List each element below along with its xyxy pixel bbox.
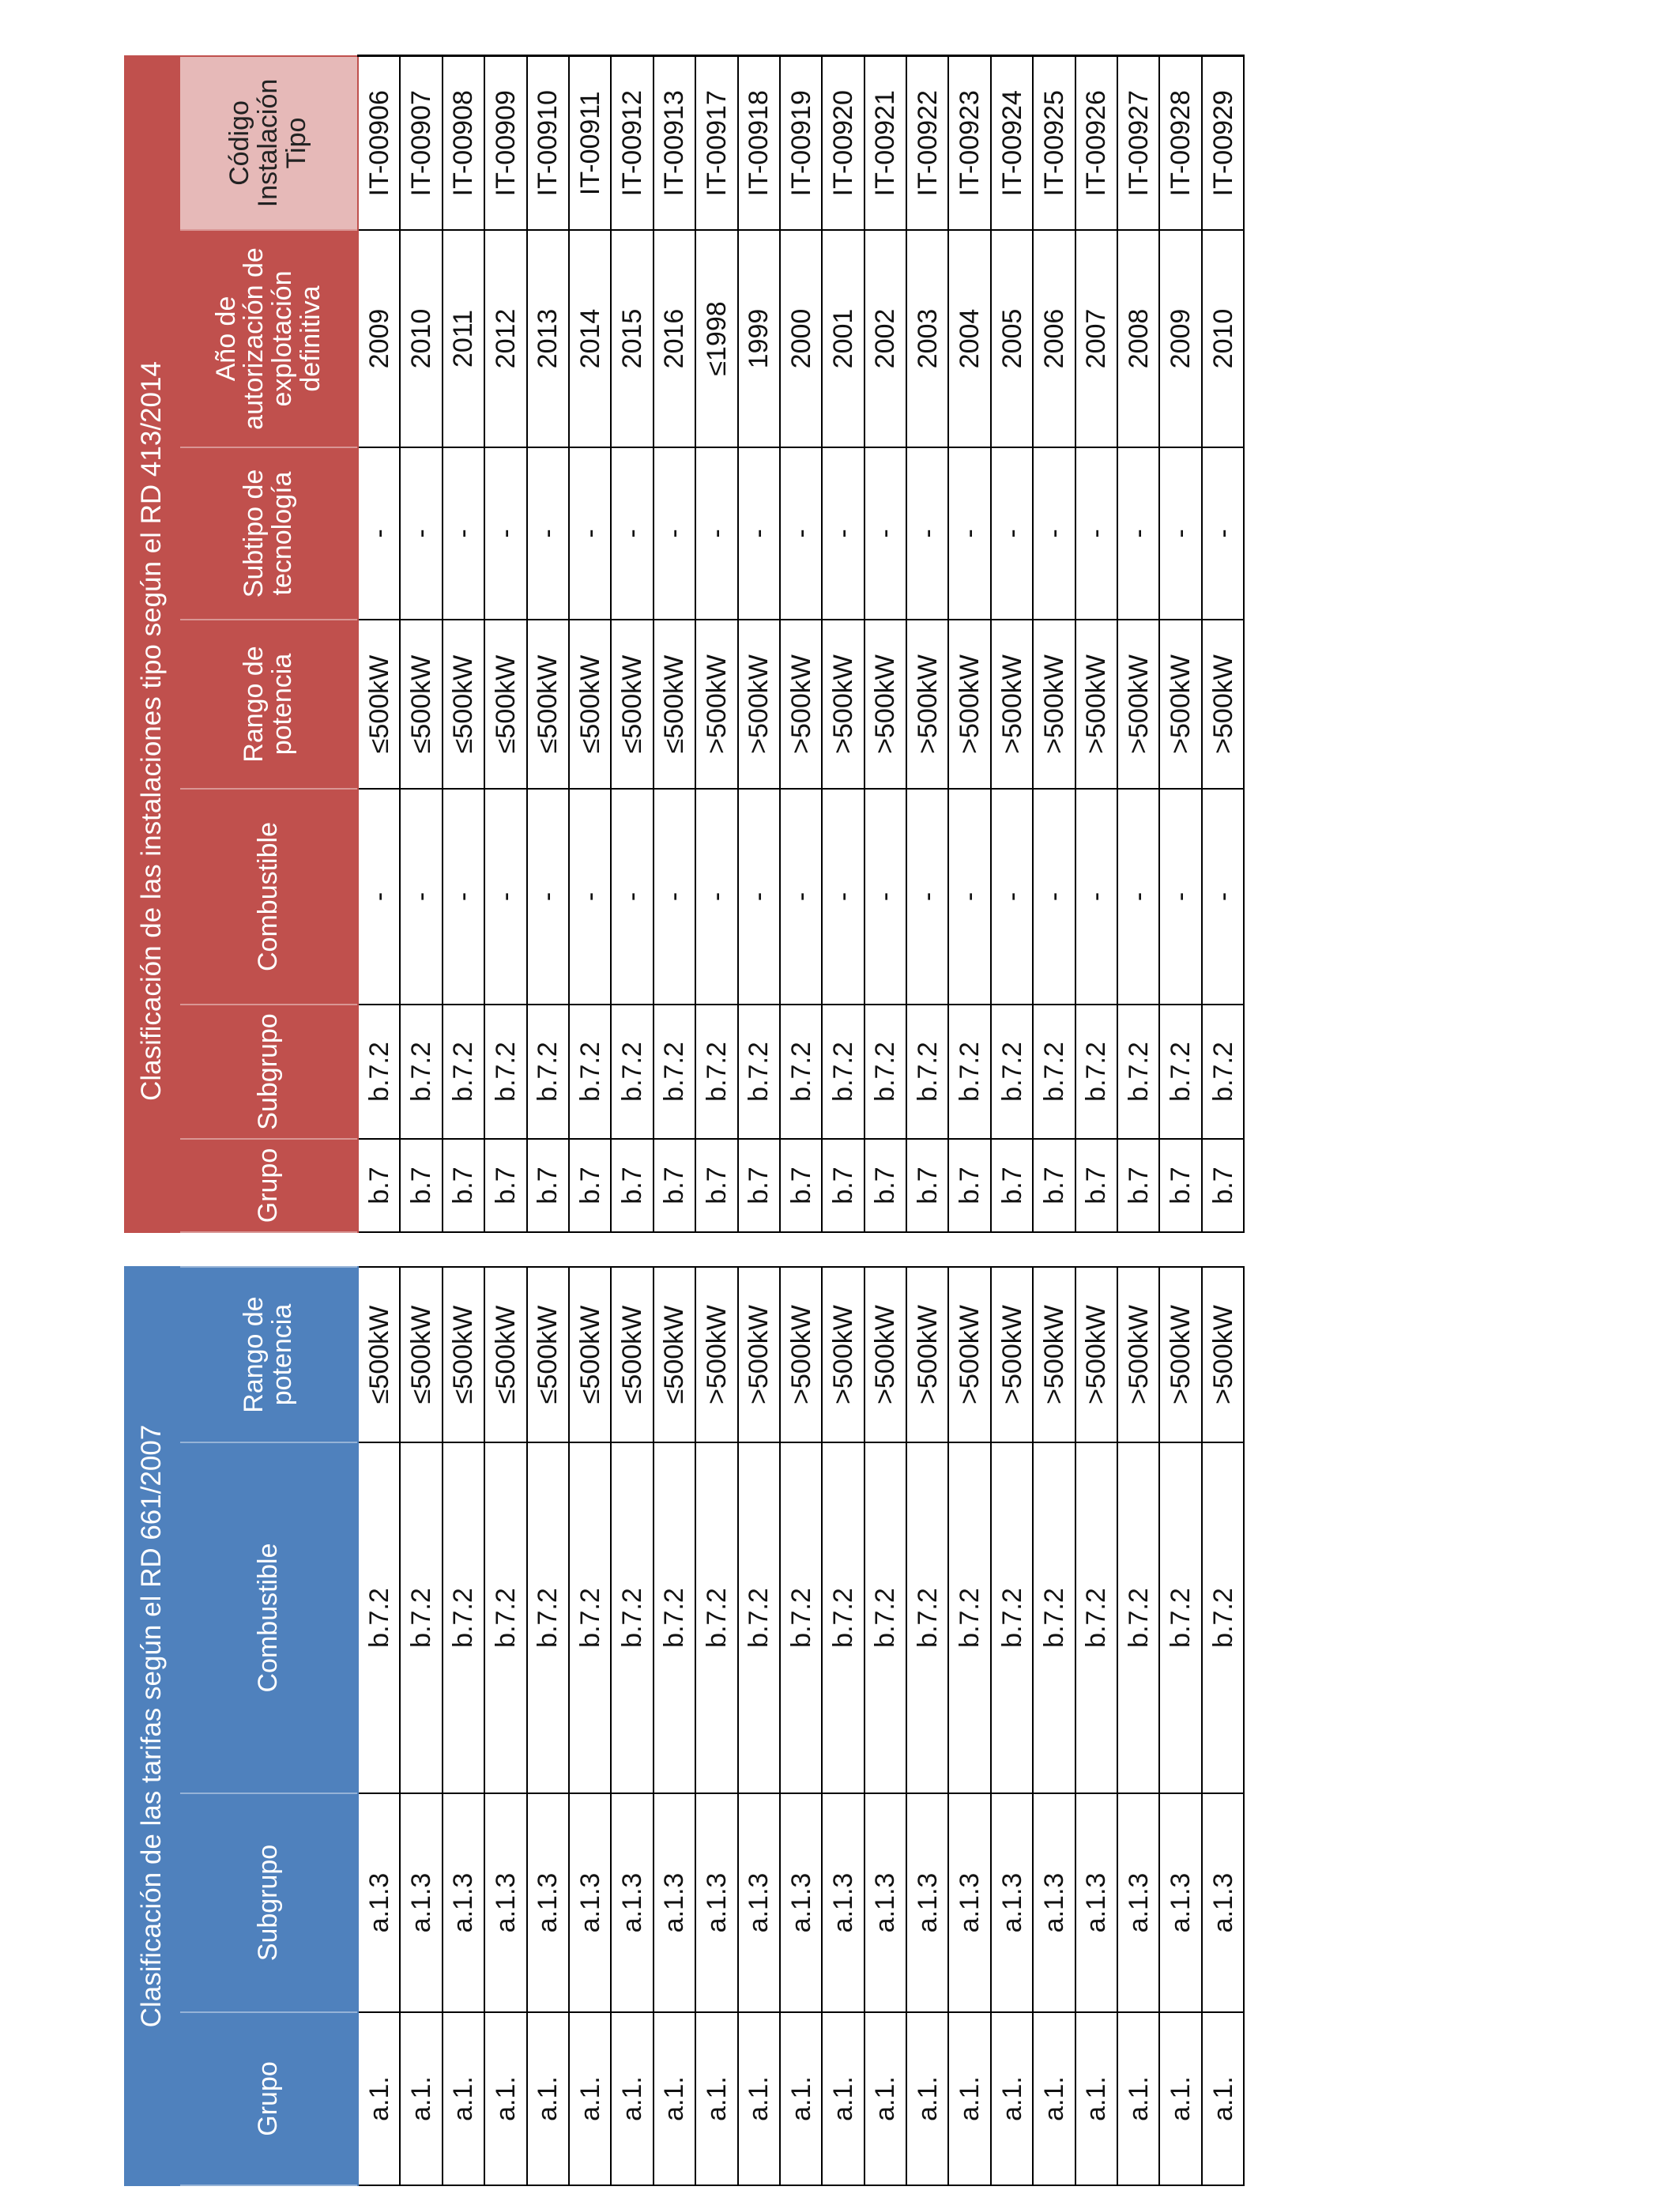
cell-subgrupo: a.1.3 (400, 1793, 442, 2012)
cell-subtipo-tecnologia: - (780, 447, 822, 620)
cell-subtipo-tecnologia: - (1159, 447, 1201, 620)
cell-rango-potencia: >500kW (780, 1267, 822, 1442)
table-rd-661-2007 (124, 1266, 1245, 2186)
table-row (864, 1267, 906, 2185)
cell-grupo: a.1. (1033, 2012, 1075, 2185)
cell-subgrupo: b.7.2 (948, 1005, 990, 1139)
cell-combustible: b.7.2 (738, 1442, 780, 1793)
cell-subgrupo: a.1.3 (443, 1793, 484, 2012)
cell-combustible: - (738, 789, 780, 1005)
header-grupo: Grupo (179, 2012, 358, 2185)
cell-rango-potencia: >500kW (864, 620, 906, 789)
cell-rango-potencia: >500kW (991, 1267, 1033, 1442)
cell-subgrupo: a.1.3 (358, 1793, 400, 2012)
cell-subgrupo: b.7.2 (991, 1005, 1033, 1139)
cell-rango-potencia: ≤500kW (400, 1267, 442, 1442)
cell-grupo: a.1. (948, 2012, 990, 2185)
cell-combustible: b.7.2 (654, 1442, 695, 1793)
cell-combustible: b.7.2 (906, 1442, 948, 1793)
cell-ano-autorizacion: 2012 (484, 230, 526, 447)
cell-grupo: a.1. (1202, 2012, 1244, 2185)
cell-combustible: b.7.2 (1075, 1442, 1117, 1793)
cell-subgrupo: a.1.3 (991, 1793, 1033, 2012)
cell-subtipo-tecnologia: - (948, 447, 990, 620)
cell-codigo-instalacion: IT-00919 (780, 56, 822, 230)
table-row (443, 1267, 484, 2185)
cell-subtipo-tecnologia: - (1033, 447, 1075, 620)
header-subgrupo: Subgrupo (179, 1005, 358, 1139)
cell-codigo-instalacion: IT-00917 (695, 56, 737, 230)
cell-grupo: a.1. (864, 2012, 906, 2185)
title-spacer (125, 56, 179, 230)
cell-grupo: b.7 (611, 1139, 653, 1232)
cell-subgrupo: a.1.3 (1075, 1793, 1117, 2012)
table-row (695, 56, 737, 1232)
cell-rango-potencia: >500kW (1159, 620, 1201, 789)
cell-subgrupo: b.7.2 (864, 1005, 906, 1139)
table-row (1033, 56, 1075, 1232)
cell-grupo: b.7 (948, 1139, 990, 1232)
cell-codigo-instalacion: IT-00909 (484, 56, 526, 230)
table-title: Clasificación de las instalaciones tipo según el RD 413/2014 (125, 230, 179, 1232)
cell-grupo: a.1. (527, 2012, 569, 2185)
cell-codigo-instalacion: IT-00907 (400, 56, 442, 230)
cell-grupo: a.1. (443, 2012, 484, 2185)
table-row (991, 1267, 1033, 2185)
title-row (125, 56, 179, 1232)
cell-rango-potencia: ≤500kW (400, 620, 442, 789)
cell-ano-autorizacion: 2014 (569, 230, 611, 447)
table-title: Clasificación de las tarifas según el RD 661/2007 (125, 1267, 179, 2185)
table-row (1117, 1267, 1159, 2185)
cell-subgrupo: b.7.2 (1075, 1005, 1117, 1139)
cell-rango-potencia: >500kW (780, 620, 822, 789)
header-combustible: Combustible (179, 1442, 358, 1793)
cell-subgrupo: a.1.3 (864, 1793, 906, 2012)
cell-combustible: - (1075, 789, 1117, 1005)
cell-combustible: b.7.2 (948, 1442, 990, 1793)
cell-combustible: - (569, 789, 611, 1005)
cell-codigo-instalacion: IT-00906 (358, 56, 400, 230)
cell-codigo-instalacion: IT-00928 (1159, 56, 1201, 230)
cell-grupo: a.1. (1117, 2012, 1159, 2185)
cell-subgrupo: a.1.3 (1159, 1793, 1201, 2012)
table-row (611, 1267, 653, 2185)
cell-rango-potencia: >500kW (1202, 1267, 1244, 1442)
table-row (484, 56, 526, 1232)
cell-combustible: b.7.2 (864, 1442, 906, 1793)
cell-combustible: - (1159, 789, 1201, 1005)
table-row (738, 1267, 780, 2185)
cell-combustible: b.7.2 (991, 1442, 1033, 1793)
cell-codigo-instalacion: IT-00921 (864, 56, 906, 230)
table-row (569, 56, 611, 1232)
cell-grupo: b.7 (358, 1139, 400, 1232)
cell-grupo: b.7 (906, 1139, 948, 1232)
cell-grupo: b.7 (864, 1139, 906, 1232)
cell-rango-potencia: ≤500kW (443, 1267, 484, 1442)
cell-subtipo-tecnologia: - (864, 447, 906, 620)
cell-subgrupo: a.1.3 (780, 1793, 822, 2012)
cell-combustible: - (443, 789, 484, 1005)
table-row (948, 56, 990, 1232)
cell-subtipo-tecnologia: - (611, 447, 653, 620)
table-row (443, 56, 484, 1232)
cell-combustible: b.7.2 (569, 1442, 611, 1793)
cell-subgrupo: b.7.2 (1033, 1005, 1075, 1139)
cell-codigo-instalacion: IT-00918 (738, 56, 780, 230)
cell-rango-potencia: ≤500kW (654, 1267, 695, 1442)
table-row (1202, 1267, 1244, 2185)
table-row (780, 1267, 822, 2185)
cell-grupo: b.7 (443, 1139, 484, 1232)
cell-subgrupo: a.1.3 (906, 1793, 948, 2012)
cell-rango-potencia: >500kW (1033, 1267, 1075, 1442)
cell-subgrupo: b.7.2 (527, 1005, 569, 1139)
cell-codigo-instalacion: IT-00923 (948, 56, 990, 230)
table-row (695, 1267, 737, 2185)
table-row (1117, 56, 1159, 1232)
cell-subgrupo: a.1.3 (484, 1793, 526, 2012)
cell-rango-potencia: ≤500kW (611, 620, 653, 789)
cell-ano-autorizacion: 2016 (654, 230, 695, 447)
table-row (400, 56, 442, 1232)
cell-subgrupo: a.1.3 (611, 1793, 653, 2012)
cell-rango-potencia: ≤500kW (569, 1267, 611, 1442)
cell-subgrupo: b.7.2 (1159, 1005, 1201, 1139)
cell-combustible: - (358, 789, 400, 1005)
cell-ano-autorizacion: 2004 (948, 230, 990, 447)
cell-subtipo-tecnologia: - (695, 447, 737, 620)
cell-grupo: a.1. (654, 2012, 695, 2185)
table-row (822, 56, 864, 1232)
cell-codigo-instalacion: IT-00929 (1202, 56, 1244, 230)
cell-subgrupo: b.7.2 (484, 1005, 526, 1139)
cell-subgrupo: a.1.3 (1033, 1793, 1075, 2012)
cell-rango-potencia: >500kW (822, 1267, 864, 1442)
table-row (822, 1267, 864, 2185)
cell-grupo: a.1. (569, 2012, 611, 2185)
cell-subtipo-tecnologia: - (527, 447, 569, 620)
cell-rango-potencia: ≤500kW (484, 1267, 526, 1442)
cell-combustible: - (822, 789, 864, 1005)
cell-rango-potencia: >500kW (1033, 620, 1075, 789)
cell-ano-autorizacion: 2006 (1033, 230, 1075, 447)
cell-ano-autorizacion: 2013 (527, 230, 569, 447)
cell-ano-autorizacion: 1999 (738, 230, 780, 447)
table-row (1159, 56, 1201, 1232)
table-row (484, 1267, 526, 2185)
cell-codigo-instalacion: IT-00910 (527, 56, 569, 230)
cell-combustible: - (948, 789, 990, 1005)
cell-codigo-instalacion: IT-00922 (906, 56, 948, 230)
cell-grupo: a.1. (611, 2012, 653, 2185)
cell-rango-potencia: ≤500kW (611, 1267, 653, 1442)
cell-ano-autorizacion: 2011 (443, 230, 484, 447)
cell-rango-potencia: >500kW (906, 1267, 948, 1442)
cell-ano-autorizacion: 2007 (1075, 230, 1117, 447)
cell-subtipo-tecnologia: - (738, 447, 780, 620)
cell-subtipo-tecnologia: - (484, 447, 526, 620)
cell-ano-autorizacion: 2003 (906, 230, 948, 447)
header-subtipo-tecnologia: Subtipo de tecnología (179, 447, 358, 620)
cell-subgrupo: a.1.3 (822, 1793, 864, 2012)
table-row (948, 1267, 990, 2185)
cell-grupo: b.7 (738, 1139, 780, 1232)
table-row (358, 1267, 400, 2185)
cell-rango-potencia: ≤500kW (654, 620, 695, 789)
cell-grupo: b.7 (654, 1139, 695, 1232)
cell-rango-potencia: ≤500kW (527, 1267, 569, 1442)
table-row (527, 1267, 569, 2185)
header-codigo-instalacion: Código Instalación Tipo (179, 56, 358, 230)
cell-codigo-instalacion: IT-00925 (1033, 56, 1075, 230)
cell-subgrupo: b.7.2 (906, 1005, 948, 1139)
cell-rango-potencia: ≤500kW (484, 620, 526, 789)
cell-grupo: a.1. (484, 2012, 526, 2185)
cell-combustible: b.7.2 (1159, 1442, 1201, 1793)
cell-rango-potencia: >500kW (738, 1267, 780, 1442)
table-row (991, 56, 1033, 1232)
cell-ano-autorizacion: 2000 (780, 230, 822, 447)
cell-grupo: b.7 (1159, 1139, 1201, 1232)
cell-ano-autorizacion: 2010 (400, 230, 442, 447)
cell-subgrupo: b.7.2 (1117, 1005, 1159, 1139)
title-row (125, 1267, 179, 2185)
table-row (1159, 1267, 1201, 2185)
table-row (400, 1267, 442, 2185)
cell-subgrupo: b.7.2 (822, 1005, 864, 1139)
table-row (611, 56, 653, 1232)
cell-rango-potencia: >500kW (738, 620, 780, 789)
cell-combustible: - (864, 789, 906, 1005)
cell-codigo-instalacion: IT-00926 (1075, 56, 1117, 230)
cell-grupo: b.7 (695, 1139, 737, 1232)
table-body (358, 56, 1244, 1232)
cell-rango-potencia: >500kW (1075, 620, 1117, 789)
cell-subtipo-tecnologia: - (400, 447, 442, 620)
cell-rango-potencia: >500kW (991, 620, 1033, 789)
table-row (1075, 1267, 1117, 2185)
cell-rango-potencia: ≤500kW (443, 620, 484, 789)
cell-combustible: - (780, 789, 822, 1005)
cell-combustible: b.7.2 (527, 1442, 569, 1793)
cell-grupo: a.1. (906, 2012, 948, 2185)
table-row (1075, 56, 1117, 1232)
cell-grupo: b.7 (400, 1139, 442, 1232)
cell-subgrupo: a.1.3 (569, 1793, 611, 2012)
table-rd-413-2014 (124, 55, 1245, 1234)
cell-combustible: - (1202, 789, 1244, 1005)
cell-grupo: b.7 (780, 1139, 822, 1232)
table-row (864, 56, 906, 1232)
cell-grupo: b.7 (527, 1139, 569, 1232)
cell-rango-potencia: >500kW (1075, 1267, 1117, 1442)
cell-grupo: b.7 (569, 1139, 611, 1232)
table-row (654, 56, 695, 1232)
cell-rango-potencia: >500kW (864, 1267, 906, 1442)
cell-grupo: b.7 (1117, 1139, 1159, 1232)
table-row (780, 56, 822, 1232)
cell-subtipo-tecnologia: - (822, 447, 864, 620)
cell-rango-potencia: >500kW (822, 620, 864, 789)
cell-subgrupo: b.7.2 (1202, 1005, 1244, 1139)
cell-combustible: b.7.2 (780, 1442, 822, 1793)
cell-grupo: b.7 (1075, 1139, 1117, 1232)
cell-rango-potencia: >500kW (906, 620, 948, 789)
cell-combustible: b.7.2 (1033, 1442, 1075, 1793)
table-row (1033, 1267, 1075, 2185)
cell-codigo-instalacion: IT-00908 (443, 56, 484, 230)
cell-grupo: a.1. (822, 2012, 864, 2185)
cell-rango-potencia: >500kW (1117, 1267, 1159, 1442)
cell-grupo: b.7 (1202, 1139, 1244, 1232)
cell-combustible: - (695, 789, 737, 1005)
cell-ano-autorizacion: 2005 (991, 230, 1033, 447)
cell-combustible: b.7.2 (695, 1442, 737, 1793)
cell-combustible: - (527, 789, 569, 1005)
cell-subgrupo: b.7.2 (738, 1005, 780, 1139)
cell-combustible: b.7.2 (443, 1442, 484, 1793)
table-row (906, 56, 948, 1232)
cell-subtipo-tecnologia: - (1117, 447, 1159, 620)
cell-ano-autorizacion: ≤1998 (695, 230, 737, 447)
cell-grupo: a.1. (358, 2012, 400, 2185)
cell-subtipo-tecnologia: - (991, 447, 1033, 620)
header-rango-potencia: Rango de potencia (179, 620, 358, 789)
cell-rango-potencia: >500kW (948, 1267, 990, 1442)
cell-rango-potencia: >500kW (1159, 1267, 1201, 1442)
header-combustible: Combustible (179, 789, 358, 1005)
cell-rango-potencia: ≤500kW (358, 620, 400, 789)
cell-codigo-instalacion: IT-00911 (569, 56, 611, 230)
cell-combustible: b.7.2 (400, 1442, 442, 1793)
cell-subgrupo: b.7.2 (611, 1005, 653, 1139)
header-subgrupo: Subgrupo (179, 1793, 358, 2012)
cell-codigo-instalacion: IT-00912 (611, 56, 653, 230)
cell-rango-potencia: >500kW (695, 620, 737, 789)
cell-subgrupo: b.7.2 (654, 1005, 695, 1139)
cell-combustible: - (654, 789, 695, 1005)
cell-ano-autorizacion: 2008 (1117, 230, 1159, 447)
header-row (179, 1267, 358, 2185)
cell-subgrupo: b.7.2 (443, 1005, 484, 1139)
cell-subgrupo: a.1.3 (527, 1793, 569, 2012)
cell-subtipo-tecnologia: - (654, 447, 695, 620)
cell-ano-autorizacion: 2001 (822, 230, 864, 447)
cell-subgrupo: a.1.3 (695, 1793, 737, 2012)
cell-combustible: - (611, 789, 653, 1005)
header-ano-autorizacion: Año de autorización de explotación definitiva (179, 230, 358, 447)
cell-combustible: b.7.2 (484, 1442, 526, 1793)
cell-subgrupo: a.1.3 (654, 1793, 695, 2012)
table-row (738, 56, 780, 1232)
cell-subgrupo: a.1.3 (948, 1793, 990, 2012)
cell-combustible: - (484, 789, 526, 1005)
cell-grupo: a.1. (1159, 2012, 1201, 2185)
cell-subtipo-tecnologia: - (569, 447, 611, 620)
cell-codigo-instalacion: IT-00920 (822, 56, 864, 230)
cell-grupo: a.1. (1075, 2012, 1117, 2185)
cell-codigo-instalacion: IT-00927 (1117, 56, 1159, 230)
cell-combustible: b.7.2 (1117, 1442, 1159, 1793)
cell-rango-potencia: >500kW (1117, 620, 1159, 789)
cell-codigo-instalacion: IT-00913 (654, 56, 695, 230)
cell-ano-autorizacion: 2009 (358, 230, 400, 447)
cell-ano-autorizacion: 2015 (611, 230, 653, 447)
cell-grupo: a.1. (780, 2012, 822, 2185)
cell-grupo: b.7 (484, 1139, 526, 1232)
cell-combustible: - (1033, 789, 1075, 1005)
cell-grupo: a.1. (400, 2012, 442, 2185)
cell-subgrupo: a.1.3 (1202, 1793, 1244, 2012)
cell-rango-potencia: >500kW (1202, 620, 1244, 789)
cell-combustible: - (400, 789, 442, 1005)
header-rango-potencia: Rango de potencia (179, 1267, 358, 1442)
cell-grupo: a.1. (991, 2012, 1033, 2185)
table-row (569, 1267, 611, 2185)
cell-ano-autorizacion: 2009 (1159, 230, 1201, 447)
cell-subgrupo: b.7.2 (400, 1005, 442, 1139)
table-row (527, 56, 569, 1232)
table-row (1202, 56, 1244, 1232)
cell-subtipo-tecnologia: - (443, 447, 484, 620)
cell-subgrupo: b.7.2 (780, 1005, 822, 1139)
cell-subtipo-tecnologia: - (906, 447, 948, 620)
cell-codigo-instalacion: IT-00924 (991, 56, 1033, 230)
cell-grupo: b.7 (1033, 1139, 1075, 1232)
cell-combustible: b.7.2 (611, 1442, 653, 1793)
cell-subgrupo: a.1.3 (738, 1793, 780, 2012)
cell-combustible: - (1117, 789, 1159, 1005)
cell-subtipo-tecnologia: - (1075, 447, 1117, 620)
cell-combustible: b.7.2 (1202, 1442, 1244, 1793)
cell-combustible: b.7.2 (822, 1442, 864, 1793)
cell-rango-potencia: ≤500kW (569, 620, 611, 789)
cell-subgrupo: a.1.3 (1117, 1793, 1159, 2012)
cell-subgrupo: b.7.2 (569, 1005, 611, 1139)
cell-combustible: - (991, 789, 1033, 1005)
table-row (654, 1267, 695, 2185)
table-row (358, 56, 400, 1232)
cell-combustible: b.7.2 (358, 1442, 400, 1793)
cell-rango-potencia: ≤500kW (527, 620, 569, 789)
cell-ano-autorizacion: 2002 (864, 230, 906, 447)
cell-rango-potencia: >500kW (948, 620, 990, 789)
cell-grupo: a.1. (738, 2012, 780, 2185)
table-body (358, 1267, 1244, 2185)
cell-grupo: b.7 (822, 1139, 864, 1232)
header-row (179, 56, 358, 1232)
cell-subtipo-tecnologia: - (1202, 447, 1244, 620)
cell-rango-potencia: ≤500kW (358, 1267, 400, 1442)
table-row (906, 1267, 948, 2185)
cell-rango-potencia: >500kW (695, 1267, 737, 1442)
header-grupo: Grupo (179, 1139, 358, 1232)
cell-ano-autorizacion: 2010 (1202, 230, 1244, 447)
cell-subgrupo: b.7.2 (358, 1005, 400, 1139)
cell-subgrupo: b.7.2 (695, 1005, 737, 1139)
cell-subtipo-tecnologia: - (358, 447, 400, 620)
cell-grupo: b.7 (991, 1139, 1033, 1232)
cell-combustible: - (906, 789, 948, 1005)
cell-grupo: a.1. (695, 2012, 737, 2185)
